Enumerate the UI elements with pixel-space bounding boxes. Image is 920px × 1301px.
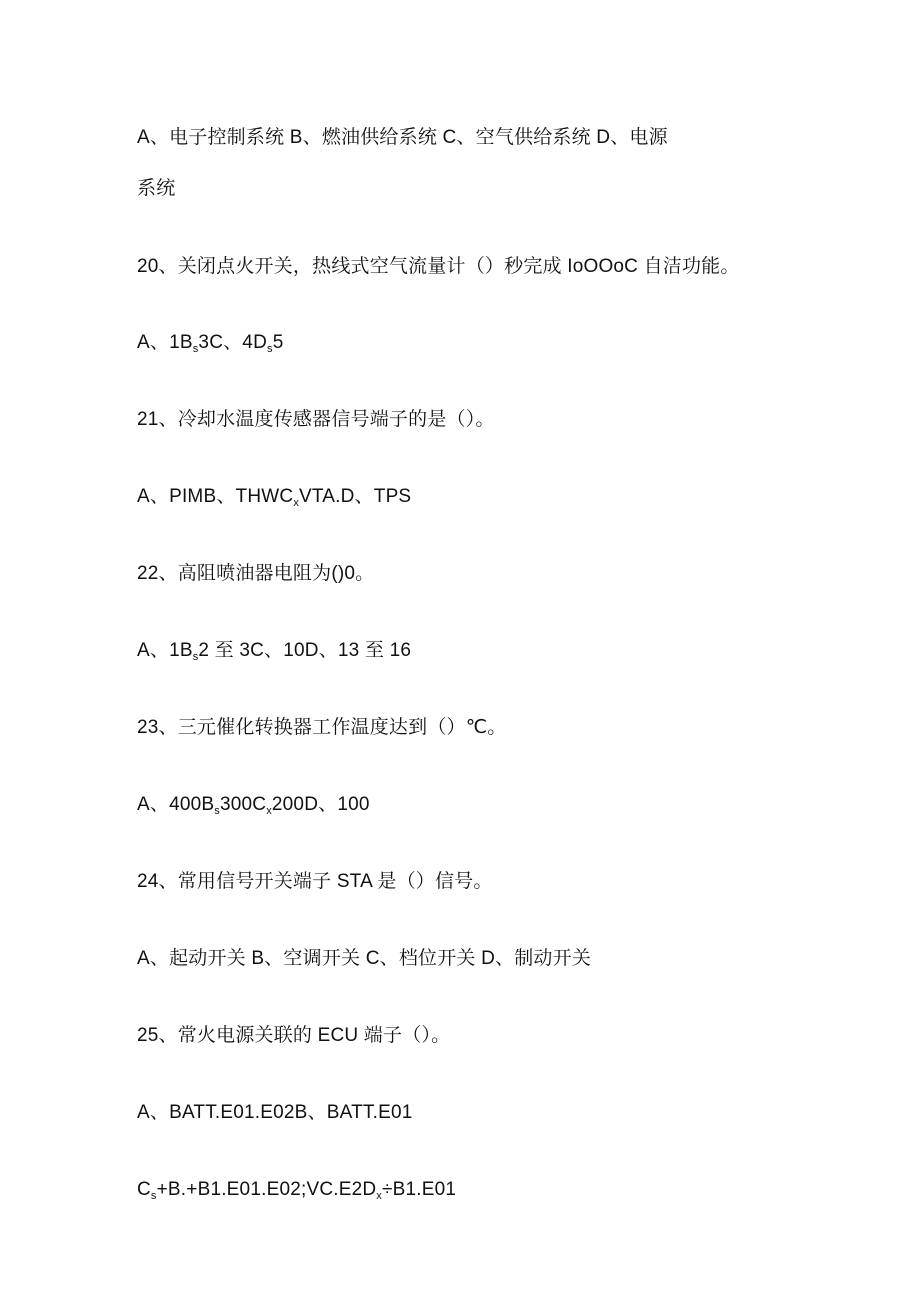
option-text: 2 至 3C、10D、13 至 16 <box>198 640 412 661</box>
question-20: 20、关闭点火开关，热线式空气流量计（）秒完成 IoOOoC 自洁功能。 <box>137 256 740 277</box>
q19-options-continuation: 系统 <box>137 178 176 199</box>
subscript: s <box>150 1190 157 1202</box>
subscript: s <box>214 805 220 817</box>
question-21: 21、冷却水温度传感器信号端子的是（）。 <box>137 409 495 430</box>
option-text: 200D、100 <box>271 794 370 815</box>
subscript: s <box>192 343 199 355</box>
option-text: A、PIMB、THWC <box>137 486 294 507</box>
option-text: A、400B <box>137 794 215 815</box>
subscript: x <box>266 805 272 817</box>
option-text: +B.+B1.E01.E02;VC.E2D <box>156 1179 377 1200</box>
option-text: C <box>137 1179 151 1200</box>
option-text: 3C、4D <box>198 332 267 353</box>
subscript: x <box>293 497 300 509</box>
option-text: ÷B1.E01 <box>382 1179 457 1200</box>
subscript: s <box>192 651 199 663</box>
question-23: 23、三元催化转换器工作温度达到（）℃。 <box>137 717 507 738</box>
subscript: x <box>376 1190 382 1202</box>
q22-options <box>137 638 411 664</box>
q19-options-line: A、电子控制系统 B、燃油供给系统 C、空气供给系统 D、电源 <box>137 127 668 148</box>
q21-options <box>137 484 411 510</box>
q24-options: A、起动开关 B、空调开关 C、档位开关 D、制动开关 <box>137 948 592 969</box>
question-24: 24、常用信号开关端子 STA 是（）信号。 <box>137 871 493 892</box>
option-text: A、1B <box>137 332 193 353</box>
q23-options <box>137 792 370 818</box>
question-25: 25、常火电源关联的 ECU 端子（）。 <box>137 1025 451 1046</box>
option-text: A、1B <box>137 640 193 661</box>
q25-options-line-2 <box>137 1177 456 1203</box>
option-text: 5 <box>272 332 284 353</box>
q20-options <box>137 330 283 356</box>
option-text: 300C <box>219 794 267 815</box>
q25-options-line-1: A、BATT.E01.E02B、BATT.E01 <box>137 1102 413 1123</box>
option-text: VTA.D、TPS <box>299 486 412 507</box>
question-22: 22、高阻喷油器电阻为()0。 <box>137 563 375 584</box>
subscript: s <box>267 343 273 355</box>
